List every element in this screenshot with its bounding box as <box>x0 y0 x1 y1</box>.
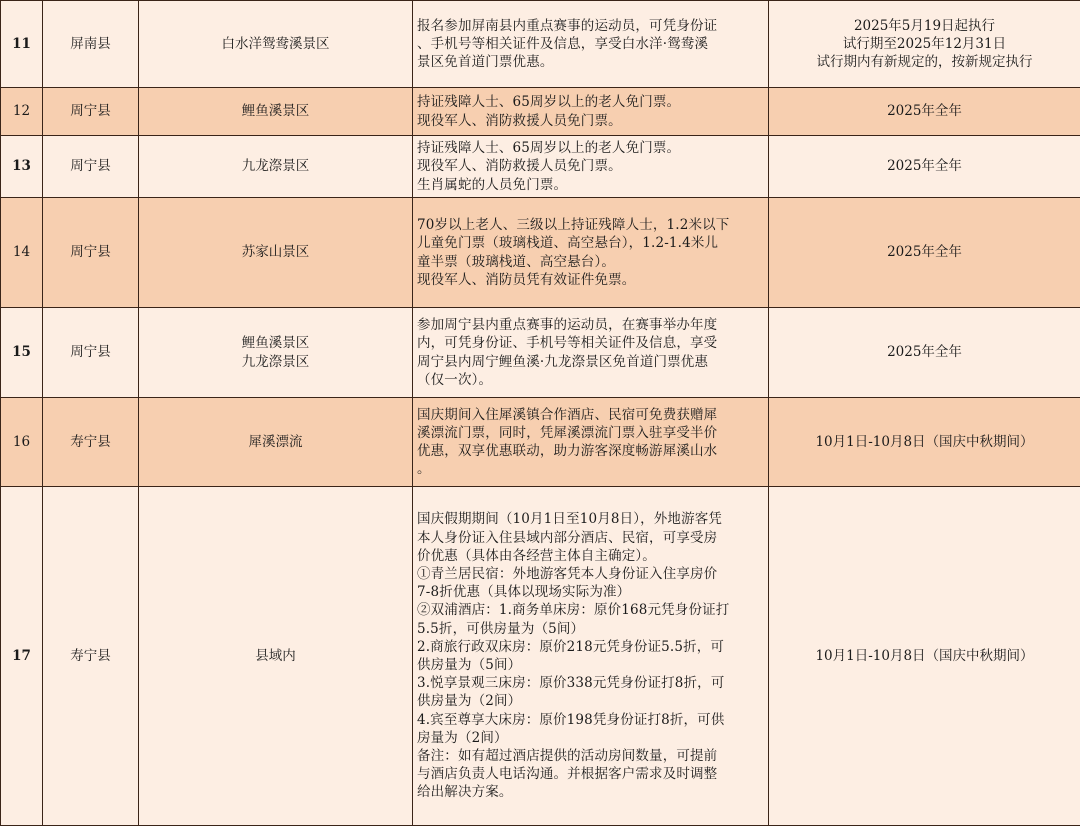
description-cell: 持证残障人士、65周岁以上的老人免门票。 现役军人、消防救援人员免门票。 生肖属蛇的人员免门票。 <box>413 136 769 198</box>
description-cell: 国庆假期期间（10月1日至10月8日），外地游客凭 本人身份证入住县域内部分酒店、民宿，可享受房 价优惠（具体由各经营主体自主确定）。 ①青兰居民宿：外地游客凭本人身份证入住享房价 7-8折优惠（具体以现场实际为准） ②双浦酒店：1.商务单床房：原价168元凭身份证打 5.5折，可供房量为（5间） 2.商旅行政双床房：原价218元凭身份证5.5折，可 供房量为（5间） 3.悦享景观三床房：原价338元凭身份证打8折，可 供房量为（2间） 4.宾至尊享大床房：原价198凭身份证打8折，可供 房量为（2间） 备注：如有超过酒店提供的活动房间数量，可提前 与酒店负责人电话沟通。并根据客户需求及时调整 给出解决方案。 <box>413 487 769 826</box>
table-row <box>1 398 1080 487</box>
scenic-cell: 九龙漈景区 <box>139 136 413 198</box>
description-cell: 70岁以上老人、三级以上持证残障人士，1.2米以下 儿童免门票（玻璃栈道、高空悬台），1.2-1.4米儿 童半票（玻璃栈道、高空悬台）。 现役军人、消防员凭有效证件免票。 <box>413 198 769 308</box>
description-cell: 持证残障人士、65周岁以上的老人免门票。 现役军人、消防救援人员免门票。 <box>413 88 769 136</box>
county-cell: 周宁县 <box>43 198 139 308</box>
row-number: 16 <box>1 398 43 487</box>
scenic-cell: 鲤鱼溪景区 九龙漈景区 <box>139 308 413 398</box>
table-row <box>1 136 1080 198</box>
scenic-cell: 县域内 <box>139 487 413 826</box>
row-number: 15 <box>1 308 43 398</box>
table-row <box>1 198 1080 308</box>
period-cell: 10月1日-10月8日（国庆中秋期间） <box>769 487 1080 826</box>
row-number: 11 <box>1 1 43 88</box>
scenic-cell: 鲤鱼溪景区 <box>139 88 413 136</box>
scenic-cell: 白水洋鸳鸯溪景区 <box>139 1 413 88</box>
period-cell: 2025年全年 <box>769 308 1080 398</box>
county-cell: 周宁县 <box>43 88 139 136</box>
table-row <box>1 308 1080 398</box>
row-number: 12 <box>1 88 43 136</box>
table-row <box>1 487 1080 826</box>
row-number: 14 <box>1 198 43 308</box>
period-cell: 2025年5月19日起执行 试行期至2025年12月31日 试行期内有新规定的，按新规定执行 <box>769 1 1080 88</box>
table-row <box>1 1 1080 88</box>
description-cell: 参加周宁县内重点赛事的运动员，在赛事举办年度 内，可凭身份证、手机号等相关证件及信息，享受 周宁县内周宁鲤鱼溪·九龙漈景区免首道门票优惠 （仅一次）。 <box>413 308 769 398</box>
scenic-cell: 犀溪漂流 <box>139 398 413 487</box>
county-cell: 屏南县 <box>43 1 139 88</box>
period-cell: 2025年全年 <box>769 88 1080 136</box>
row-number: 17 <box>1 487 43 826</box>
period-cell: 2025年全年 <box>769 136 1080 198</box>
period-cell: 10月1日-10月8日（国庆中秋期间） <box>769 398 1080 487</box>
description-cell: 国庆期间入住犀溪镇合作酒店、民宿可免费获赠犀 溪漂流门票，同时，凭犀溪漂流门票入驻享受半价 优惠，双享优惠联动，助力游客深度畅游犀溪山水 。 <box>413 398 769 487</box>
table-row <box>1 88 1080 136</box>
county-cell: 周宁县 <box>43 308 139 398</box>
scenic-cell: 苏家山景区 <box>139 198 413 308</box>
period-cell: 2025年全年 <box>769 198 1080 308</box>
county-cell: 周宁县 <box>43 136 139 198</box>
county-cell: 寿宁县 <box>43 398 139 487</box>
county-cell: 寿宁县 <box>43 487 139 826</box>
row-number: 13 <box>1 136 43 198</box>
description-cell: 报名参加屏南县内重点赛事的运动员，可凭身份证 、手机号等相关证件及信息，享受白水洋·鸳鸯溪 景区免首道门票优惠。 <box>413 1 769 88</box>
